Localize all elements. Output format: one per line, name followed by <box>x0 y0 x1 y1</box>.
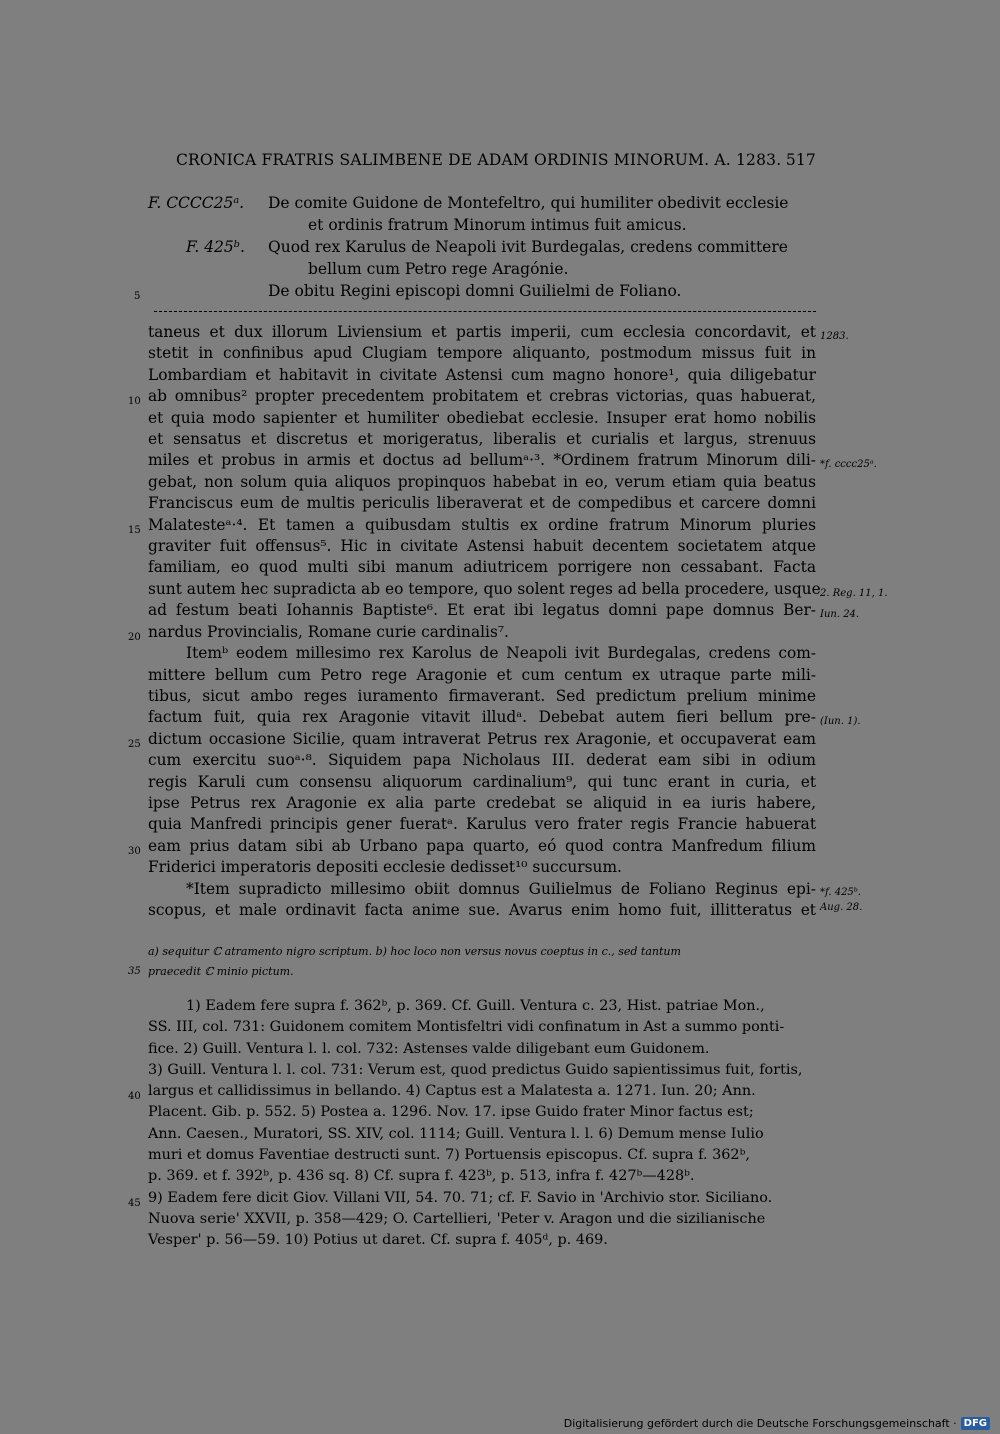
footnote-line: p. 369. et f. 392ᵇ, p. 436 sq. 8) Cf. supra f. 423ᵇ, p. 513, infra f. 427ᵇ—428ᵇ. <box>148 1168 695 1185</box>
text-line: ab omnibus² propter precedentem probitatem et crebras victorias, quas habuerat, <box>148 387 816 406</box>
toc-text: De obitu Regini episcopi domni Guilielmi de Foliano. <box>268 282 682 300</box>
text-line: miles et probus in armis et doctus ad bellumᵃ·³. *Ordinem fratrum Minorum dili- <box>148 451 816 470</box>
footnote-line: SS. III, col. 731: Guidonem comitem Montisfeltri vidi confinatum in Ast a summo ponti- <box>148 1019 785 1036</box>
main-text <box>128 322 888 921</box>
margin-note: Iun. 24. <box>820 609 860 621</box>
text-line: dictum occasione Sicilie, quam intraverat Petrus rex Aragonie, et occupaverat eam <box>148 729 816 748</box>
line-number: 10 <box>128 396 141 408</box>
toc-entry <box>134 280 816 302</box>
margin-note: 2. Reg. 11, 1. <box>820 587 888 599</box>
footer-credit: Digitalisierung gefördert durch die Deutsche Forschungsgemeinschaft · <box>563 1417 957 1430</box>
text-line: sunt autem hec supradicta ab eo tempore, quo solent reges ad bella procedere, usque <box>148 579 821 598</box>
text-line: factum fuit, quia rex Aragonie vitavit illudᵃ. Debebat autem fieri bellum pre- <box>148 708 816 727</box>
text-line: et sensatus et discretus et morigeratus, liberalis et curialis et largus, strenuus <box>148 430 816 449</box>
footnotes <box>128 996 816 1252</box>
text-line: et quia modo sapienter et humiliter obediebat ecclesie. Insuper erat homo nobilis <box>148 408 816 427</box>
page-number: 517 <box>785 151 816 169</box>
running-title: CRONICA FRATRIS SALIMBENE DE ADAM ORDINIS MINORUM. A. 1283. <box>176 151 782 169</box>
margin-note: *f. cccc25ᵃ. <box>820 459 877 471</box>
footnote-line: Nuova serie' XXVII, p. 358—429; O. Cartellieri, 'Peter v. Aragon und die sizilianische <box>148 1210 766 1227</box>
dfg-logo: DFG <box>961 1417 990 1430</box>
footnote-line: largus et callidissimus in bellando. 4) Captus est a Malatesta a. 1271. Iun. 20; Ann. <box>148 1083 756 1100</box>
margin-note: Aug. 28. <box>820 901 863 913</box>
text-line: graviter fuit offensus⁵. Hic in civitate Astensi habuit decentem societatem atque <box>148 537 816 556</box>
text-line: quia Manfredi principis gener fueratᵃ. Karulus vero frater regis Francie habuerat <box>148 815 816 834</box>
toc-text-cont: et ordinis fratrum Minorum intimus fuit amicus. <box>308 216 687 234</box>
margin-note: (Iun. 1). <box>820 716 861 728</box>
toc-entry <box>148 192 816 236</box>
critical-apparatus <box>128 942 816 982</box>
footnote-line: muri et domus Faventiae destructi sunt. 7) Portuensis episcopus. Cf. supra f. 362ᵇ, <box>148 1147 750 1164</box>
text-line: taneus et dux illorum Liviensium et partis imperii, cum ecclesia concordavit, et <box>148 323 816 341</box>
text-line: ad festum beati Iohannis Baptiste⁶. Et erat ibi legatus domni pape domnus Ber- <box>148 601 816 620</box>
folio-ref: F. 425ᵇ. <box>186 238 245 256</box>
text-line: mittere bellum cum Petro rege Aragonie et cum centum ex utraque parte mili- <box>148 665 816 684</box>
margin-note: 1283. <box>820 331 849 342</box>
text-line: stetit in confinibus apud Clugiam tempore aliquanto, postmodum missus fuit in <box>148 344 816 363</box>
text-line: cum exercitu suoᵃ·⁸. Siquidem papa Nicholaus III. dederat eam sibi in odium <box>148 751 816 770</box>
footnote-line: Ann. Caesen., Muratori, SS. XIV, col. 1114; Guill. Ventura l. l. 6) Demum mense Iulio <box>148 1125 764 1142</box>
text-line: tibus, sicut ambo reges iuramento firmaverant. Sed predictum prelium minime <box>148 686 816 705</box>
footnote-line: Placent. Gib. p. 552. 5) Postea a. 1296. Nov. 17. ipse Guido frater Minor factus est; <box>148 1104 754 1121</box>
footer <box>564 1417 990 1430</box>
text-line: eam prius datam sibi ab Urbano papa quarto, eó quod contra Manfredum filium <box>148 836 816 855</box>
line-number: 40 <box>128 1091 141 1103</box>
critical-note-line: praecedit ℂ minio pictum. <box>148 965 294 978</box>
text-line: Friderici imperatoris depositi ecclesie dedisset¹⁰ succursum. <box>148 858 622 877</box>
text-line: Itemᵇ eodem millesimo rex Karolus de Neapoli ivit Burdegalas, credens com- <box>186 644 816 663</box>
footnote-line: 3) Guill. Ventura l. l. col. 731: Verum est, quod predictus Guido sapientissimus fuit, fortis, <box>148 1061 803 1078</box>
critical-note-line: a) sequitur ℂ atramento nigro scriptum. b) hoc loco non versus novus coeptus in c., sed tantum <box>148 945 681 958</box>
text-line: familiam, eo quod multi sibi manum adiutricem porrigere non cessabant. Facta <box>148 558 816 577</box>
line-number: 35 <box>128 966 141 977</box>
text-line: regis Karuli cum consensu aliquorum cardinalium⁹, qui tunc erant in curia, et <box>148 772 816 791</box>
folio-ref: F. CCCC25ᵃ. <box>148 194 245 212</box>
footnote-line: fice. 2) Guill. Ventura l. l. col. 732: Astenses valde diligebant eum Guidonem. <box>148 1040 710 1057</box>
margin-note: *f. 425ᵇ. <box>820 887 861 899</box>
toc-text: De comite Guidone de Montefeltro, qui humiliter obedivit ecclesie <box>268 194 789 212</box>
toc-text-cont: bellum cum Petro rege Aragónie. <box>308 260 569 278</box>
line-number: 30 <box>128 845 141 857</box>
line-number: 15 <box>128 524 141 536</box>
text-line: Lombardiam et habitavit in civitate Astensi cum magno honore¹, quia diligebatur <box>148 365 816 384</box>
text-line: ipse Petrus rex Aragonie ex alia parte credebat se aliquid in ea iuris habere, <box>148 793 816 812</box>
toc-entry <box>148 236 816 280</box>
line-number: 45 <box>128 1197 141 1209</box>
footnote-line: 9) Eadem fere dicit Giov. Villani VII, 54. 70. 71; cf. F. Savio in 'Archivio stor. Siciliano. <box>148 1189 773 1206</box>
text-line: Franciscus eum de multis periculis liberaverat et de compedibus et carcere domni <box>148 494 816 513</box>
footnote-line: Vesper' p. 56—59. 10) Potius ut daret. Cf. supra f. 405ᵈ, p. 469. <box>148 1232 608 1249</box>
text-line: nardus Provincialis, Romane curie cardinalis⁷. <box>148 622 509 641</box>
text-line: *Item supradicto millesimo obiit domnus Guilielmus de Foliano Reginus epi- <box>186 879 816 898</box>
toc-text: Quod rex Karulus de Neapoli ivit Burdegalas, credens committere <box>268 238 788 256</box>
separator-rule <box>154 311 816 312</box>
line-number: 25 <box>128 738 141 750</box>
footnote-line: 1) Eadem fere supra f. 362ᵇ, p. 369. Cf. Guill. Ventura c. 23, Hist. patriae Mon., <box>186 998 765 1014</box>
chapter-summary <box>134 192 816 302</box>
line-number: 20 <box>128 631 141 643</box>
text-line: gebat, non solum quia aliquos propinquos habebat in eo, verum etiam quia beatus <box>148 472 816 491</box>
line-number: 5 <box>134 291 141 302</box>
text-line: Malatesteᵃ·⁴. Et tamen a quibusdam stultis ex ordine fratrum Minorum pluries <box>148 515 816 534</box>
text-line: scopus, et male ordinavit facta anime sue. Avarus enim homo fuit, illitteratus et <box>148 900 816 919</box>
